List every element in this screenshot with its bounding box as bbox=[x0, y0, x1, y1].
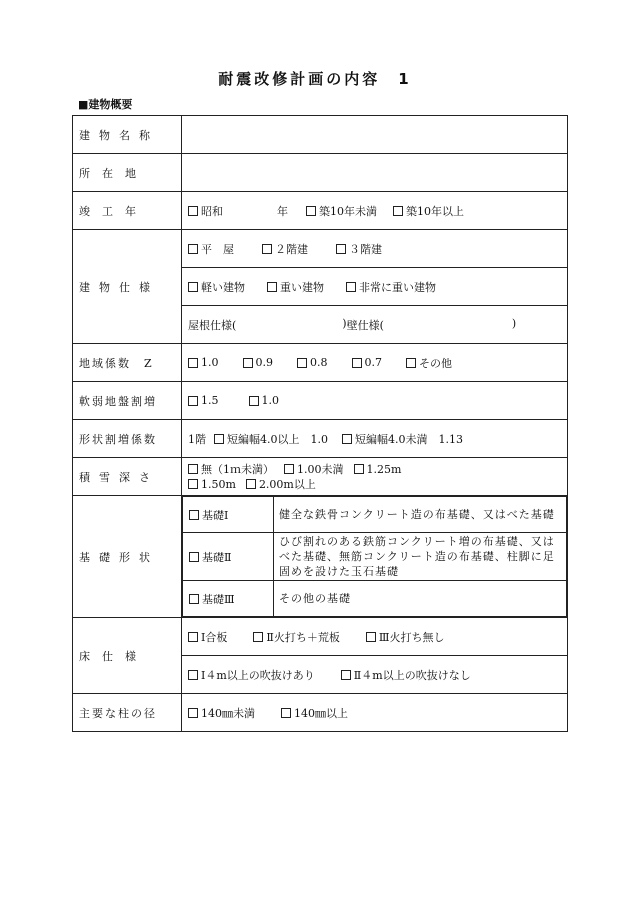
label-location: 所在地 bbox=[73, 154, 182, 192]
checkbox-icon bbox=[189, 594, 199, 604]
checkbox-zone-1-0[interactable] bbox=[188, 356, 219, 369]
checkbox-shape-lt4[interactable] bbox=[342, 431, 463, 447]
roof-spec-close: ) bbox=[342, 316, 347, 330]
option-label: 無（1ｍ未満） bbox=[201, 462, 274, 476]
checkbox-icon bbox=[214, 434, 224, 444]
option-label: 140㎜以上 bbox=[294, 706, 348, 720]
checkbox-icon bbox=[189, 552, 199, 562]
option-label: 基礎Ⅱ bbox=[202, 550, 232, 564]
checkbox-shape-ge4[interactable] bbox=[214, 431, 328, 447]
building-overview-table bbox=[72, 115, 568, 732]
checkbox-icon bbox=[246, 479, 256, 489]
option-label: 1.50m bbox=[201, 477, 236, 491]
checkbox-icon bbox=[354, 464, 364, 474]
option-label: Ⅱ４m以上の吹抜けなし bbox=[353, 668, 471, 682]
checkbox-2-story[interactable] bbox=[262, 241, 308, 257]
checkbox-icon bbox=[352, 358, 362, 368]
checkbox-icon bbox=[393, 206, 403, 216]
shape-prefix: 1階 bbox=[188, 432, 206, 446]
checkbox-atrium-yes[interactable] bbox=[188, 667, 315, 683]
option-label: 軽い建物 bbox=[201, 280, 245, 294]
foundation-row-3 bbox=[183, 581, 567, 617]
option-label: Ⅱ火打ち＋荒板 bbox=[266, 630, 340, 644]
checkbox-icon bbox=[189, 510, 199, 520]
option-label: 短編幅4.0未満 1.13 bbox=[355, 432, 463, 446]
option-label: 1.0 bbox=[261, 394, 279, 407]
label-soft-ground: 軟弱地盤割増 bbox=[73, 382, 182, 420]
row-foundation bbox=[73, 496, 568, 618]
checkbox-icon bbox=[306, 206, 316, 216]
label-building-spec: 建物仕様 bbox=[73, 230, 182, 344]
checkbox-zone-other[interactable] bbox=[406, 355, 452, 371]
wall-spec-close: ) bbox=[511, 316, 517, 330]
row-building-name bbox=[73, 116, 568, 154]
checkbox-icon bbox=[243, 358, 253, 368]
row-spec-floors bbox=[73, 230, 568, 268]
row-zone-factor bbox=[73, 344, 568, 382]
label-completion-year: 竣工年 bbox=[73, 192, 182, 230]
input-location[interactable] bbox=[182, 154, 568, 192]
checkbox-foundation-1[interactable] bbox=[183, 497, 274, 533]
checkbox-under10[interactable] bbox=[306, 203, 377, 219]
checkbox-3-story[interactable] bbox=[336, 241, 382, 257]
checkbox-icon bbox=[188, 358, 198, 368]
checkbox-column-lt140[interactable] bbox=[188, 705, 255, 721]
option-label: 基礎Ⅰ bbox=[202, 508, 229, 522]
row-floor-spec-1 bbox=[73, 618, 568, 656]
option-label: 2.00m以上 bbox=[258, 477, 316, 491]
checkbox-column-ge140[interactable] bbox=[281, 705, 348, 721]
checkbox-icon bbox=[281, 708, 291, 718]
checkbox-icon bbox=[267, 282, 277, 292]
checkbox-icon bbox=[188, 670, 198, 680]
option-label: 築10年以上 bbox=[406, 204, 464, 218]
option-label: 平 屋 bbox=[201, 242, 234, 256]
option-label: 1.00未満 bbox=[297, 462, 344, 476]
checkbox-soft-1-5[interactable] bbox=[188, 394, 219, 407]
foundation-row-1 bbox=[183, 497, 567, 533]
checkbox-over10[interactable] bbox=[393, 203, 464, 219]
roof-spec-input[interactable] bbox=[236, 317, 342, 333]
option-label: ２階建 bbox=[275, 242, 308, 256]
checkbox-icon bbox=[188, 708, 198, 718]
era-label: 昭和 bbox=[201, 204, 223, 218]
column-options bbox=[182, 694, 568, 732]
foundation-2-desc: ひび割れのある鉄筋コンクリート増の布基礎、又はべた基礎、無筋コンクリート造の布基礎、柱脚に足固めを設けた玉石基礎 bbox=[274, 533, 567, 581]
checkbox-icon bbox=[406, 358, 416, 368]
checkbox-1-story[interactable] bbox=[188, 241, 234, 257]
option-label: ３階建 bbox=[349, 242, 382, 256]
row-column-diameter bbox=[73, 694, 568, 732]
option-label: Ⅰ４m以上の吹抜けあり bbox=[201, 668, 315, 682]
wall-spec-label: 壁仕様( bbox=[346, 318, 384, 332]
option-label: 1.25m bbox=[366, 462, 402, 476]
row-snow-depth bbox=[73, 458, 568, 496]
checkbox-atrium-no[interactable] bbox=[341, 667, 471, 683]
checkbox-icon bbox=[284, 464, 294, 474]
checkbox-icon bbox=[366, 632, 376, 642]
checkbox-icon bbox=[336, 244, 346, 254]
option-label: 0.7 bbox=[364, 356, 382, 369]
checkbox-soft-1-0[interactable] bbox=[249, 394, 280, 407]
option-label: 0.9 bbox=[255, 356, 273, 369]
checkbox-light[interactable] bbox=[188, 279, 245, 295]
row-location bbox=[73, 154, 568, 192]
roof-wall-fields bbox=[182, 306, 568, 344]
shape-options bbox=[182, 420, 568, 458]
page-title: 耐震改修計画の内容 1 bbox=[218, 70, 412, 88]
option-label: Ⅲ火打ち無し bbox=[378, 630, 445, 644]
checkbox-very-heavy[interactable] bbox=[346, 279, 436, 295]
checkbox-zone-0-7[interactable] bbox=[352, 356, 383, 369]
checkbox-foundation-2[interactable] bbox=[183, 533, 274, 581]
checkbox-icon bbox=[188, 396, 198, 406]
checkbox-icon bbox=[297, 358, 307, 368]
checkbox-snow-1-25[interactable] bbox=[354, 462, 402, 477]
label-zone-factor: 地域係数 Z bbox=[73, 344, 182, 382]
checkbox-heavy[interactable] bbox=[267, 279, 324, 295]
checkbox-icon bbox=[188, 632, 198, 642]
checkbox-snow-1-50[interactable] bbox=[188, 477, 236, 492]
option-label: 1.0 bbox=[201, 356, 219, 369]
option-label: 1.5 bbox=[201, 394, 219, 407]
zone-options bbox=[182, 344, 568, 382]
label-shape-factor: 形状割増係数 bbox=[73, 420, 182, 458]
checkbox-icon bbox=[342, 434, 352, 444]
year-unit: 年 bbox=[277, 204, 288, 218]
foundation-1-desc: 健全な鉄骨コンクリート造の布基礎、又はべた基礎 bbox=[274, 497, 567, 533]
soft-ground-options bbox=[182, 382, 568, 420]
option-label: その他 bbox=[419, 356, 452, 370]
checkbox-snow-1-00[interactable] bbox=[284, 462, 344, 477]
checkbox-icon bbox=[188, 206, 198, 216]
option-label: 0.8 bbox=[310, 356, 328, 369]
checkbox-zone-0-9[interactable] bbox=[243, 356, 274, 369]
checkbox-icon bbox=[249, 396, 259, 406]
checkbox-floor-3[interactable] bbox=[366, 629, 445, 645]
checkbox-floor-2[interactable] bbox=[253, 629, 339, 645]
label-floor-spec: 床仕様 bbox=[73, 618, 182, 694]
checkbox-icon bbox=[188, 479, 198, 489]
checkbox-snow-none[interactable] bbox=[188, 462, 274, 477]
wall-spec-input[interactable] bbox=[384, 317, 512, 333]
checkbox-foundation-3[interactable] bbox=[183, 581, 274, 617]
option-label: 非常に重い建物 bbox=[359, 280, 436, 294]
checkbox-icon bbox=[262, 244, 272, 254]
option-label: 重い建物 bbox=[280, 280, 324, 294]
floor-count-options bbox=[182, 230, 568, 268]
checkbox-icon bbox=[341, 670, 351, 680]
option-label: 140㎜未満 bbox=[201, 706, 255, 720]
weight-options bbox=[182, 268, 568, 306]
checkbox-showa[interactable] bbox=[188, 203, 223, 219]
section-heading: ■建物概要 bbox=[78, 98, 133, 111]
option-label: 基礎Ⅲ bbox=[202, 592, 235, 606]
completion-options bbox=[182, 192, 568, 230]
checkbox-icon bbox=[188, 282, 198, 292]
roof-spec-label: 屋根仕様( bbox=[188, 318, 237, 332]
option-label: 短編幅4.0以上 1.0 bbox=[227, 432, 328, 446]
checkbox-icon bbox=[188, 464, 198, 474]
label-snow-depth: 積雪深さ bbox=[73, 458, 182, 496]
floor-spec-options-2 bbox=[182, 656, 568, 694]
label-foundation: 基礎形状 bbox=[73, 496, 182, 618]
input-building-name[interactable] bbox=[182, 116, 568, 154]
checkbox-icon bbox=[346, 282, 356, 292]
snow-options bbox=[182, 458, 568, 496]
checkbox-snow-2-00[interactable] bbox=[246, 477, 316, 492]
checkbox-zone-0-8[interactable] bbox=[297, 356, 328, 369]
checkbox-floor-1[interactable] bbox=[188, 629, 227, 645]
checkbox-icon bbox=[188, 244, 198, 254]
label-column-diameter: 主要な柱の径 bbox=[73, 694, 182, 732]
checkbox-icon bbox=[253, 632, 263, 642]
foundation-row-2 bbox=[183, 533, 567, 581]
row-soft-ground bbox=[73, 382, 568, 420]
label-building-name: 建物名称 bbox=[73, 116, 182, 154]
option-label: Ⅰ合板 bbox=[201, 630, 228, 644]
option-label: 築10年未満 bbox=[319, 204, 377, 218]
row-completion-year bbox=[73, 192, 568, 230]
floor-spec-options-1 bbox=[182, 618, 568, 656]
foundation-3-desc: その他の基礎 bbox=[274, 581, 567, 617]
row-shape-factor bbox=[73, 420, 568, 458]
foundation-options bbox=[182, 496, 568, 618]
